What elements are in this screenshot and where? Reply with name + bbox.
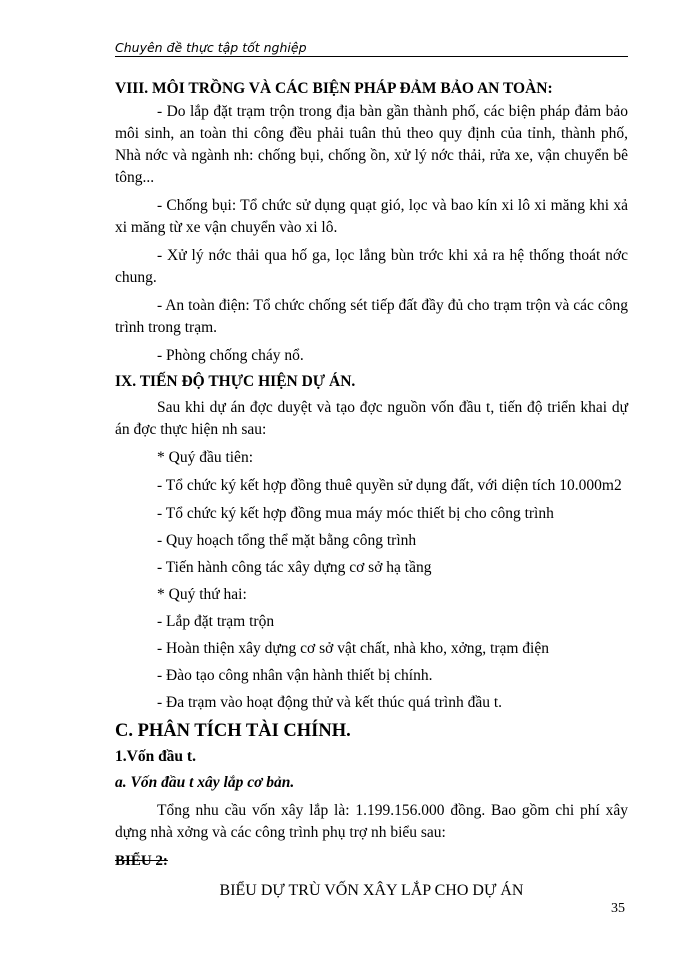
quarter-2-item-4: - Đa trạm vào hoạt động thử và kết thúc quá trình đầu t.: [157, 694, 503, 711]
quarter-2-item-2: - Hoàn thiện xây dựng cơ sở vật chất, nhà kho, xởng, trạm điện: [157, 640, 549, 657]
table-label: BIỂU 2:: [115, 853, 168, 869]
header-rule: [115, 56, 628, 57]
section-ix-heading: IX. TIẾN ĐỘ THỰC HIỆN DỰ ÁN.: [115, 373, 356, 390]
quarter-1-item-2: - Tổ chức ký kết hợp đồng mua máy móc thiết bị cho công trình: [157, 505, 554, 522]
subsection-1-heading: 1.Vốn đầu t.: [115, 748, 196, 765]
table-title: BIỂU DỰ TRÙ VỐN XÂY LẮP CHO DỰ ÁN: [219, 882, 524, 899]
subsection-1a-paragraph: Tổng nhu cầu vốn xây lắp là: 1.199.156.000 đồng. Bao gồm chi phí xây dựng nhà xởng và các công trình phụ trợ nh biểu sau:: [115, 802, 628, 841]
quarter-2-label: * Quý thứ hai:: [157, 586, 247, 603]
section-viii-paragraph-4: - An toàn điện: Tổ chức chống sét tiếp đất đầy đủ cho trạm trộn và các công trình trong trạm.: [115, 297, 628, 336]
page-body: [115, 78, 628, 902]
section-ix-intro: Sau khi dự án đợc duyệt và tạo đợc nguồn vốn đầu t, tiến độ triển khai dự án đợc thực hiện nh sau:: [115, 399, 628, 438]
section-viii-paragraph-1: - Do lắp đặt trạm trộn trong địa bàn gần thành phố, các biện pháp đảm bảo môi sinh, an toàn thi công đều phải tuân thủ theo quy định của tỉnh, thành phố, Nhà nớc và ngành nh: chống bụi, chống ồn, xử lý nớc thải, rửa xe, vận chuyển bê tông...: [115, 103, 628, 186]
section-viii-paragraph-3: - Xử lý nớc thải qua hố ga, lọc lắng bùn trớc khi xả ra hệ thống thoát nớc chung.: [115, 247, 628, 286]
subsection-1a-heading: a. Vốn đầu t xây lắp cơ bản.: [115, 774, 295, 791]
quarter-1-item-1: - Tổ chức ký kết hợp đồng thuê quyền sử dụng đất, với diện tích 10.000m2: [157, 477, 622, 494]
quarter-2-item-1: - Lắp đặt trạm trộn: [157, 613, 275, 630]
section-viii-paragraph-2: - Chống bụi: Tổ chức sử dụng quạt gió, lọc và bao kín xi lô xi măng khi xả xi măng từ xe vận chuyển vào xi lô.: [115, 197, 628, 236]
running-header: Chuyên đề thực tập tốt nghiệp: [115, 40, 307, 55]
page-number: 35: [611, 901, 625, 916]
quarter-1-label: * Quý đầu tiên:: [157, 449, 253, 466]
quarter-1-item-4: - Tiến hành công tác xây dựng cơ sở hạ tầng: [157, 559, 432, 576]
section-c-heading: C. PHÂN TÍCH TÀI CHÍNH.: [115, 721, 351, 741]
quarter-1-item-3: - Quy hoạch tổng thể mặt bằng công trình: [157, 532, 417, 549]
section-viii-paragraph-5: - Phòng chống cháy nổ.: [157, 347, 304, 364]
section-viii-heading: VIII. MÔI TRỒNG VÀ CÁC BIỆN PHÁP ĐẢM BẢO AN TOÀN:: [115, 80, 553, 97]
quarter-2-item-3: - Đào tạo công nhân vận hành thiết bị chính.: [157, 667, 433, 684]
